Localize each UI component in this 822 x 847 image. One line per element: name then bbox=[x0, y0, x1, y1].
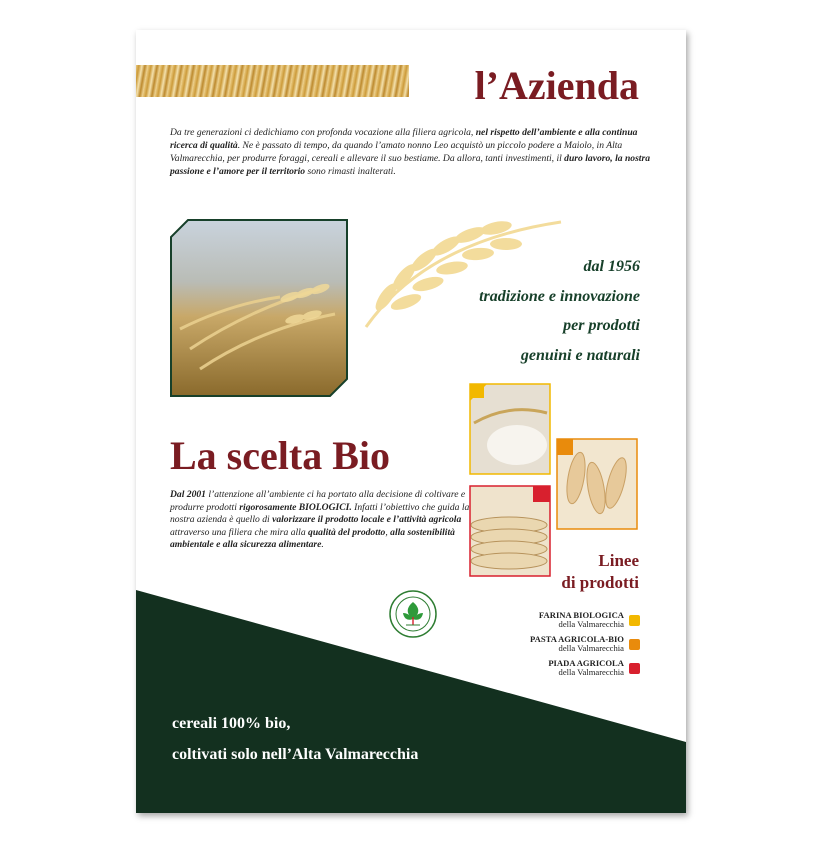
slogan-line-4: genuini e naturali bbox=[520, 346, 640, 364]
slogan bbox=[479, 252, 640, 370]
intro-bold-2: duro lavoro, la nostra passione e l’amore per il territorio bbox=[170, 153, 651, 177]
bio-text-3: attraverso una filiera che mira alla bbox=[170, 526, 309, 538]
bio-bold-1: Dal 2001 bbox=[170, 489, 206, 500]
bio-text-1: l’attenzione all’ambiente ci ha portato alla decisione di coltivare e produrre prodotti bbox=[170, 489, 466, 513]
product-lines-heading-1: Linee bbox=[598, 551, 639, 570]
footer-tagline bbox=[172, 708, 418, 770]
yellow-square-icon bbox=[629, 615, 640, 626]
pasta-photo bbox=[556, 438, 638, 530]
bio-bold-2: rigorosamente BIOLOGICI. bbox=[239, 501, 352, 513]
product-name: PIADA AGRICOLA bbox=[548, 658, 624, 668]
piada-photo bbox=[469, 485, 551, 577]
footer-line-1: cereali 100% bio, bbox=[172, 715, 291, 732]
bio-bold-3: valorizzare il prodotto locale e l’attività agricola bbox=[272, 514, 462, 526]
product-item-farina bbox=[440, 611, 640, 629]
wheat-field-photo bbox=[170, 219, 348, 397]
intro-text-3: sono rimasti inalterati. bbox=[305, 166, 396, 177]
bio-text-5: . bbox=[321, 539, 324, 551]
red-square-icon bbox=[629, 663, 640, 674]
slogan-line-3: per prodotti bbox=[563, 317, 640, 334]
product-name: FARINA BIOLOGICA bbox=[538, 610, 624, 620]
organic-seal-icon bbox=[388, 589, 438, 639]
product-subtitle: della Valmarecchia bbox=[558, 643, 624, 653]
intro-text-1: Da tre generazioni ci dedichiamo con profonda vocazione alla filiera agricola, bbox=[170, 127, 476, 138]
product-lines-heading bbox=[561, 550, 639, 594]
company-heading: l’Azienda bbox=[474, 63, 639, 108]
product-subtitle: della Valmarecchia bbox=[558, 667, 624, 677]
intro-text-2: . Ne è passato di tempo, da quando l’amato nonno Leo acquistò un piccolo podere a Maiolo, in Alta Valmarecchia, per produrre foraggi, cereali e allevare il suo bestiame. Da allora, tanti investimenti, il bbox=[170, 140, 623, 164]
bio-text-2: Infatti l’obiettivo che guida la nostra azienda è quello di bbox=[170, 501, 470, 526]
intro-paragraph bbox=[170, 126, 650, 178]
bio-paragraph bbox=[170, 489, 470, 552]
bio-text-4: , bbox=[385, 526, 391, 538]
orange-square-icon bbox=[629, 639, 640, 650]
bio-bold-4: qualità del prodotto bbox=[308, 526, 386, 538]
product-lines-heading-2: di prodotti bbox=[561, 573, 639, 592]
slogan-line-2: tradizione e innovazione bbox=[479, 287, 640, 305]
product-item-pasta bbox=[440, 635, 640, 653]
wheat-banner-image bbox=[136, 65, 409, 97]
flour-photo bbox=[469, 383, 551, 475]
intro-bold-1: nel rispetto dell’ambiente e alla continua ricerca di qualità bbox=[170, 127, 638, 151]
product-list bbox=[440, 611, 640, 683]
product-item-piada bbox=[440, 659, 640, 677]
bio-bold-5: alla sostenibilità ambientale e alla sicurezza alimentare bbox=[170, 526, 455, 551]
product-subtitle: della Valmarecchia bbox=[558, 619, 624, 629]
product-name: PASTA AGRICOLA-BIO bbox=[530, 634, 624, 644]
brochure-page bbox=[136, 30, 686, 813]
footer-line-2: coltivati solo nell’Alta Valmarecchia bbox=[172, 746, 419, 763]
slogan-line-1: dal 1956 bbox=[583, 258, 640, 275]
bio-heading: La scelta Bio bbox=[170, 433, 390, 478]
